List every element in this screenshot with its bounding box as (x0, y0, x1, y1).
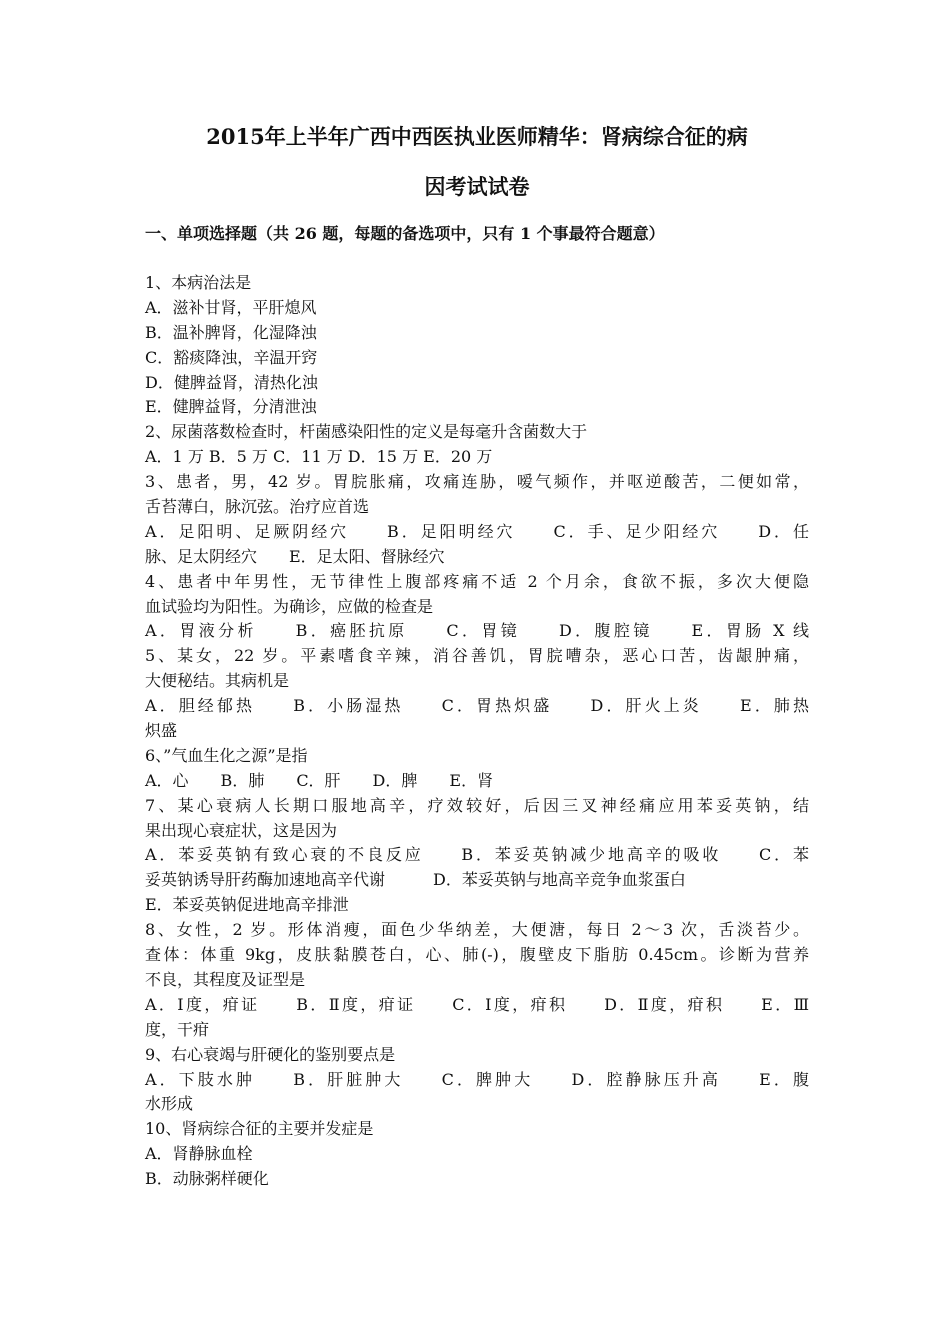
text-line: A．胆经郁热 B．小肠湿热 C．胃热炽盛 D．肝火上炎 E．肺热 (145, 696, 809, 716)
title-line-2: 因考试试卷 (424, 174, 530, 199)
text-line: C．豁痰降浊，辛温开窍 (145, 347, 318, 367)
text-line: 10、肾病综合征的主要并发症是 (145, 1119, 374, 1139)
text-line: A．肾静脉血栓 (145, 1144, 253, 1164)
document-title (145, 112, 809, 212)
text-line: 炽盛 (145, 721, 178, 741)
text-line: E．苯妥英钠促进地高辛排泄 (145, 895, 349, 915)
text-line: A．心 B．肺 C．肝 D．脾 E．肾 (145, 770, 494, 790)
text-line: 血试验均为阳性。为确诊，应做的检查是 (145, 596, 434, 616)
text-line: 5、某女，22 岁。平素嗜食辛辣，消谷善饥，胃脘嘈杂，恶心口苦，齿龈肿痛， (145, 646, 809, 666)
text-line: 2、尿菌落数检查时，杆菌感染阳性的定义是每毫升含菌数大于 (145, 422, 588, 442)
text-line: A．苯妥英钠有致心衰的不良反应 B．苯妥英钠减少地高辛的吸收 C．苯 (145, 845, 809, 865)
text-line: 4、患者中年男性，无节律性上腹部疼痛不适 2 个月余，食欲不振，多次大便隐 (145, 571, 809, 591)
text-line: 3、患者，男，42 岁。胃脘胀痛，攻痛连胁，嗳气频作，并呕逆酸苦，二便如常， (145, 472, 809, 492)
text-line: A．下肢水肿 B．肝脏肿大 C．脾肿大 D．腔静脉压升高 E．腹 (145, 1069, 809, 1089)
text-line: A．胃液分析 B．癌胚抗原 C．胃镜 D．腹腔镜 E．胃肠 X 线 (145, 621, 809, 641)
text-line: 不良，其程度及证型是 (145, 969, 306, 989)
text-line: 水形成 (145, 1094, 194, 1114)
text-line: B．温补脾肾，化湿降浊 (145, 322, 317, 342)
question-body (145, 271, 809, 1192)
text-line: 7、某心衰病人长期口服地高辛，疗效较好，后因三叉神经痛应用苯妥英钠，结 (145, 795, 809, 815)
section-header: 一、单项选择题（共 26 题，每题的备选项中，只有 1 个事最符合题意） (145, 224, 665, 243)
text-line: 1、本病治法是 (145, 273, 252, 292)
text-line: 舌苔薄白，脉沉弦。治疗应首选 (145, 497, 370, 517)
text-line: 妥英钠诱导肝药酶加速地高辛代谢 D．苯妥英钠与地高辛竞争血浆蛋白 (145, 870, 686, 890)
text-line: 果出现心衰症状，这是因为 (145, 820, 338, 840)
text-line: 6、”气血生化之源”是指 (145, 745, 308, 765)
text-line: A．足阳明、足厥阴经穴 B．足阳明经穴 C．手、足少阳经穴 D．任 (145, 521, 809, 541)
text-line: 8、女性，2 岁。形体消瘦，面色少华纳差，大便溏，每日 2～3 次，舌淡苔少。 (145, 920, 809, 940)
text-line: A．滋补甘肾，平肝熄风 (145, 297, 317, 317)
text-line: D．健脾益肾，清热化浊 (145, 372, 318, 392)
text-line: B．动脉粥样硬化 (145, 1169, 269, 1189)
text-line: 度，干疳 (145, 1019, 210, 1039)
title-line-1: 2015年上半年广西中西医执业医师精华：肾病综合征的病 (206, 124, 748, 149)
text-line: 9、右心衰竭与肝硬化的鉴别要点是 (145, 1044, 396, 1064)
text-line: E．健脾益肾，分清泄浊 (145, 397, 317, 417)
text-line: A．1 万 B．5 万 C．11 万 D．15 万 E．20 万 (145, 447, 493, 467)
text-line: 脉、足太阴经穴 E．足太阳、督脉经穴 (145, 546, 445, 566)
text-line: 大便秘结。其病机是 (145, 671, 290, 691)
text-line: 查体：体重 9kg，皮肤黏膜苍白，心、肺(-)，腹壁皮下脂肪 0.45cm。诊断为营养 (145, 945, 809, 965)
text-line: A．Ⅰ度，疳证 B．Ⅱ度，疳证 C．Ⅰ度，疳积 D．Ⅱ度，疳积 E．Ⅲ (145, 994, 809, 1014)
